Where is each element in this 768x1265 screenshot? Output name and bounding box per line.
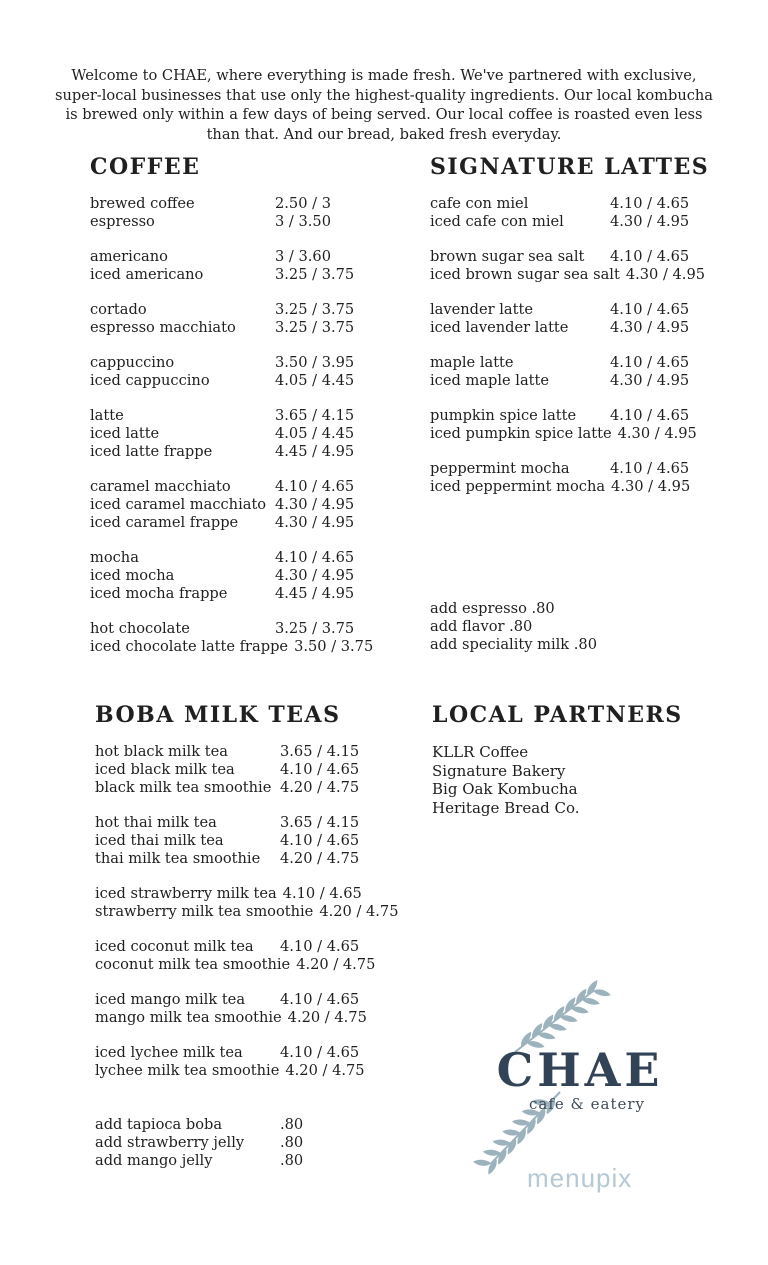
- item-name: brewed coffee: [90, 195, 195, 212]
- item-price: .80: [280, 1134, 304, 1151]
- item-name: iced caramel macchiato: [90, 496, 267, 513]
- menu-item: [90, 407, 406, 425]
- item-price: 3.65 / 4.15: [280, 743, 360, 760]
- item-price: 4.20 / 4.75: [285, 1062, 365, 1079]
- menu-item: [95, 1062, 411, 1080]
- item-name: peppermint mocha: [430, 460, 570, 477]
- item-price: 4.20 / 4.75: [287, 1009, 367, 1026]
- menu-item: [430, 213, 735, 231]
- partner-item: Big Oak Kombucha: [432, 780, 578, 798]
- item-name: iced thai milk tea: [95, 832, 224, 849]
- item-price: 4.30 / 4.95: [610, 319, 690, 336]
- menu-item: [90, 354, 406, 372]
- item-name: iced latte: [90, 425, 160, 442]
- menu-item: [430, 407, 735, 425]
- item-name: iced cafe con miel: [430, 213, 564, 230]
- item-name: iced lychee milk tea: [95, 1044, 243, 1061]
- menu-item: [95, 761, 411, 779]
- item-name: iced lavender latte: [430, 319, 569, 336]
- menu-item: [95, 1044, 411, 1062]
- item-price: 4.45 / 4.95: [275, 585, 355, 602]
- partner-item: KLLR Coffee: [432, 743, 529, 761]
- item-price: 3 / 3.50: [275, 213, 331, 230]
- menu-item: [95, 956, 411, 974]
- item-price: .80: [280, 1152, 304, 1169]
- intro-text: Welcome to CHAE, where everything is made fresh. We've partnered with exclusive, super-local businesses that use only the highest-quality ingredients. Our local kombucha is brewed only within a few days of being served. Our local coffee is roasted even less than that. And our bread, baked fresh everyday.: [54, 67, 714, 143]
- addon-item: add flavor .80: [430, 618, 533, 635]
- item-price: 4.20 / 4.75: [280, 850, 360, 867]
- item-name: latte: [90, 407, 124, 424]
- menu-group: [95, 1044, 411, 1080]
- item-name: cafe con miel: [430, 195, 529, 212]
- item-price: 4.10 / 4.65: [280, 832, 360, 849]
- item-name: mango milk tea smoothie: [95, 1009, 282, 1026]
- item-price: .80: [280, 1116, 304, 1133]
- item-name: add strawberry jelly: [95, 1134, 245, 1151]
- item-name: iced brown sugar sea salt: [430, 266, 620, 283]
- item-price: 3 / 3.60: [275, 248, 331, 265]
- item-name: black milk tea smoothie: [95, 779, 272, 796]
- item-name: hot thai milk tea: [95, 814, 217, 831]
- menu-item: [95, 850, 411, 868]
- item-name: brown sugar sea salt: [430, 248, 585, 265]
- item-name: cappuccino: [90, 354, 175, 371]
- item-price: 4.10 / 4.65: [610, 354, 690, 371]
- signature-groups: [430, 195, 735, 496]
- menu-group: [90, 478, 406, 532]
- local-partners-title: LOCAL PARTNERS: [432, 702, 683, 728]
- item-name: cortado: [90, 301, 147, 318]
- menu-group: [90, 195, 406, 231]
- addon-item: [95, 1116, 411, 1134]
- item-price: 4.20 / 4.75: [280, 779, 360, 796]
- item-name: lychee milk tea smoothie: [95, 1062, 280, 1079]
- menu-item: [95, 885, 411, 903]
- item-name: add mango jelly: [95, 1152, 213, 1169]
- item-price: 4.10 / 4.65: [610, 195, 690, 212]
- item-name: iced mango milk tea: [95, 991, 246, 1008]
- addon-item: [95, 1152, 411, 1170]
- item-price: 3.25 / 3.75: [275, 620, 355, 637]
- menu-group: [430, 195, 735, 231]
- item-price: 4.30 / 4.95: [625, 266, 706, 283]
- menu-group: [90, 354, 406, 390]
- signature-lattes-section: [430, 156, 735, 654]
- menu-item: [90, 213, 406, 231]
- item-price: 4.10 / 4.65: [280, 761, 360, 778]
- menu-item: [430, 460, 735, 478]
- menu-group: [95, 885, 411, 921]
- item-price: 4.45 / 4.95: [275, 443, 355, 460]
- item-name: iced americano: [90, 266, 204, 283]
- item-price: 4.05 / 4.45: [275, 372, 355, 389]
- item-name: iced latte frappe: [90, 443, 213, 460]
- menu-item: [90, 248, 406, 266]
- menu-item: [90, 478, 406, 496]
- item-name: iced pumpkin spice latte: [430, 425, 612, 442]
- brand-text: CHAE: [496, 1043, 664, 1097]
- menu-item: [90, 443, 406, 461]
- item-price: 4.10 / 4.65: [275, 549, 355, 566]
- item-price: 4.10 / 4.65: [280, 1044, 360, 1061]
- item-price: 4.10 / 4.65: [610, 248, 690, 265]
- partner-item: Signature Bakery: [432, 761, 566, 780]
- menu-item: [95, 814, 411, 832]
- item-name: iced strawberry milk tea: [95, 885, 277, 902]
- menu-item: [90, 514, 406, 532]
- menu-group: [90, 248, 406, 284]
- boba-milk-teas-title: BOBA MILK TEAS: [95, 702, 341, 728]
- item-price: 3.25 / 3.75: [275, 301, 355, 318]
- item-price: 4.10 / 4.65: [280, 991, 360, 1008]
- item-name: americano: [90, 248, 168, 265]
- item-price: 3.65 / 4.15: [275, 407, 355, 424]
- item-price: 4.10 / 4.65: [280, 938, 360, 955]
- item-name: espresso macchiato: [90, 319, 236, 336]
- coffee-title: COFFEE: [90, 154, 201, 180]
- menu-group: [95, 743, 411, 797]
- item-name: iced peppermint mocha: [430, 478, 606, 495]
- menu-item: [95, 743, 411, 761]
- item-price: 3.25 / 3.75: [275, 319, 355, 336]
- partner-list: [432, 743, 732, 817]
- latte-addons: [430, 600, 735, 654]
- item-price: 3.50 / 3.95: [275, 354, 355, 371]
- item-name: maple latte: [430, 354, 514, 371]
- item-price: 3.50 / 3.75: [294, 638, 374, 655]
- item-price: 4.10 / 4.65: [610, 301, 690, 318]
- menu-item: [90, 301, 406, 319]
- menu-item: [95, 1009, 411, 1027]
- menu-item: [90, 567, 406, 585]
- item-price: 4.05 / 4.45: [275, 425, 355, 442]
- boba-addons: [95, 1116, 411, 1170]
- menu-item: [90, 585, 406, 603]
- item-name: iced mocha frappe: [90, 585, 228, 602]
- item-name: iced cappuccino: [90, 372, 210, 389]
- menu-item: [90, 319, 406, 337]
- item-name: mocha: [90, 549, 139, 566]
- item-name: iced maple latte: [430, 372, 550, 389]
- menu-group: [90, 301, 406, 337]
- item-price: 4.30 / 4.95: [275, 567, 355, 584]
- item-price: 4.20 / 4.75: [319, 903, 399, 920]
- menu-group: [90, 549, 406, 603]
- item-name: iced coconut milk tea: [95, 938, 254, 955]
- menu-group: [430, 248, 735, 284]
- menu-item: [95, 779, 411, 797]
- menu-group: [95, 938, 411, 974]
- menu-item: [95, 903, 411, 921]
- item-price: 4.10 / 4.65: [610, 460, 690, 477]
- menu-item: [430, 425, 735, 443]
- menu-item: [95, 991, 411, 1009]
- addon-item: add speciality milk .80: [430, 636, 597, 653]
- item-name: iced black milk tea: [95, 761, 235, 778]
- item-name: caramel macchiato: [90, 478, 231, 495]
- item-price: 4.30 / 4.95: [275, 514, 355, 531]
- signature-lattes-title: SIGNATURE LATTES: [430, 154, 710, 180]
- menu-item: [430, 478, 735, 496]
- menu-item: [430, 195, 735, 213]
- boba-milk-teas-section: [95, 704, 411, 1170]
- item-name: pumpkin spice latte: [430, 407, 577, 424]
- menu-item: [430, 301, 735, 319]
- menu-item: [430, 248, 735, 266]
- menu-item: [430, 319, 735, 337]
- item-price: 4.30 / 4.95: [275, 496, 355, 513]
- item-price: 4.30 / 4.95: [617, 425, 697, 442]
- menu-item: [90, 620, 406, 638]
- menu-group: [95, 991, 411, 1027]
- item-name: thai milk tea smoothie: [95, 850, 261, 867]
- menu-item: [90, 372, 406, 390]
- addon-item: add espresso .80: [430, 600, 555, 617]
- item-price: 4.30 / 4.95: [610, 213, 690, 230]
- item-name: strawberry milk tea smoothie: [95, 903, 314, 920]
- item-price: 4.30 / 4.95: [610, 372, 690, 389]
- chae-logo: [470, 978, 670, 1183]
- menu-item: [95, 938, 411, 956]
- item-name: coconut milk tea smoothie: [95, 956, 291, 973]
- menu-item: [430, 354, 735, 372]
- item-price: 3.25 / 3.75: [275, 266, 355, 283]
- menu-item: [90, 266, 406, 284]
- item-name: hot black milk tea: [95, 743, 228, 760]
- item-name: iced chocolate latte frappe: [90, 638, 289, 655]
- item-price: 2.50 / 3: [275, 195, 331, 212]
- menu-item: [90, 195, 406, 213]
- menu-item: [90, 638, 406, 656]
- item-name: hot chocolate: [90, 620, 190, 637]
- menu-group: [430, 460, 735, 496]
- item-name: add tapioca boba: [95, 1116, 223, 1133]
- brand-tagline: cafe & eatery: [528, 1095, 646, 1113]
- menupix-watermark: menupix: [527, 1163, 633, 1193]
- menu-group: [95, 814, 411, 868]
- menu-item: [95, 832, 411, 850]
- menu-item: [90, 549, 406, 567]
- menu-item: [430, 266, 735, 284]
- item-price: 4.30 / 4.95: [611, 478, 691, 495]
- item-name: lavender latte: [430, 301, 533, 318]
- menu-item: [90, 496, 406, 514]
- menu-group: [90, 620, 406, 656]
- menu-item: [90, 425, 406, 443]
- menu-group: [430, 407, 735, 443]
- menu-item: [430, 372, 735, 390]
- item-name: espresso: [90, 213, 155, 230]
- boba-groups: [95, 743, 411, 1080]
- item-price: 3.65 / 4.15: [280, 814, 360, 831]
- item-name: iced caramel frappe: [90, 514, 239, 531]
- menu-group: [90, 407, 406, 461]
- coffee-section: [90, 156, 406, 673]
- item-price: 4.10 / 4.65: [282, 885, 362, 902]
- item-price: 4.10 / 4.65: [610, 407, 690, 424]
- item-name: iced mocha: [90, 567, 175, 584]
- item-price: 4.10 / 4.65: [275, 478, 355, 495]
- menu-group: [430, 354, 735, 390]
- addon-item: [95, 1134, 411, 1152]
- local-partners-section: [432, 704, 732, 817]
- menu-group: [430, 301, 735, 337]
- partner-item: Heritage Bread Co.: [432, 798, 580, 817]
- item-price: 4.20 / 4.75: [296, 956, 376, 973]
- coffee-groups: [90, 195, 406, 656]
